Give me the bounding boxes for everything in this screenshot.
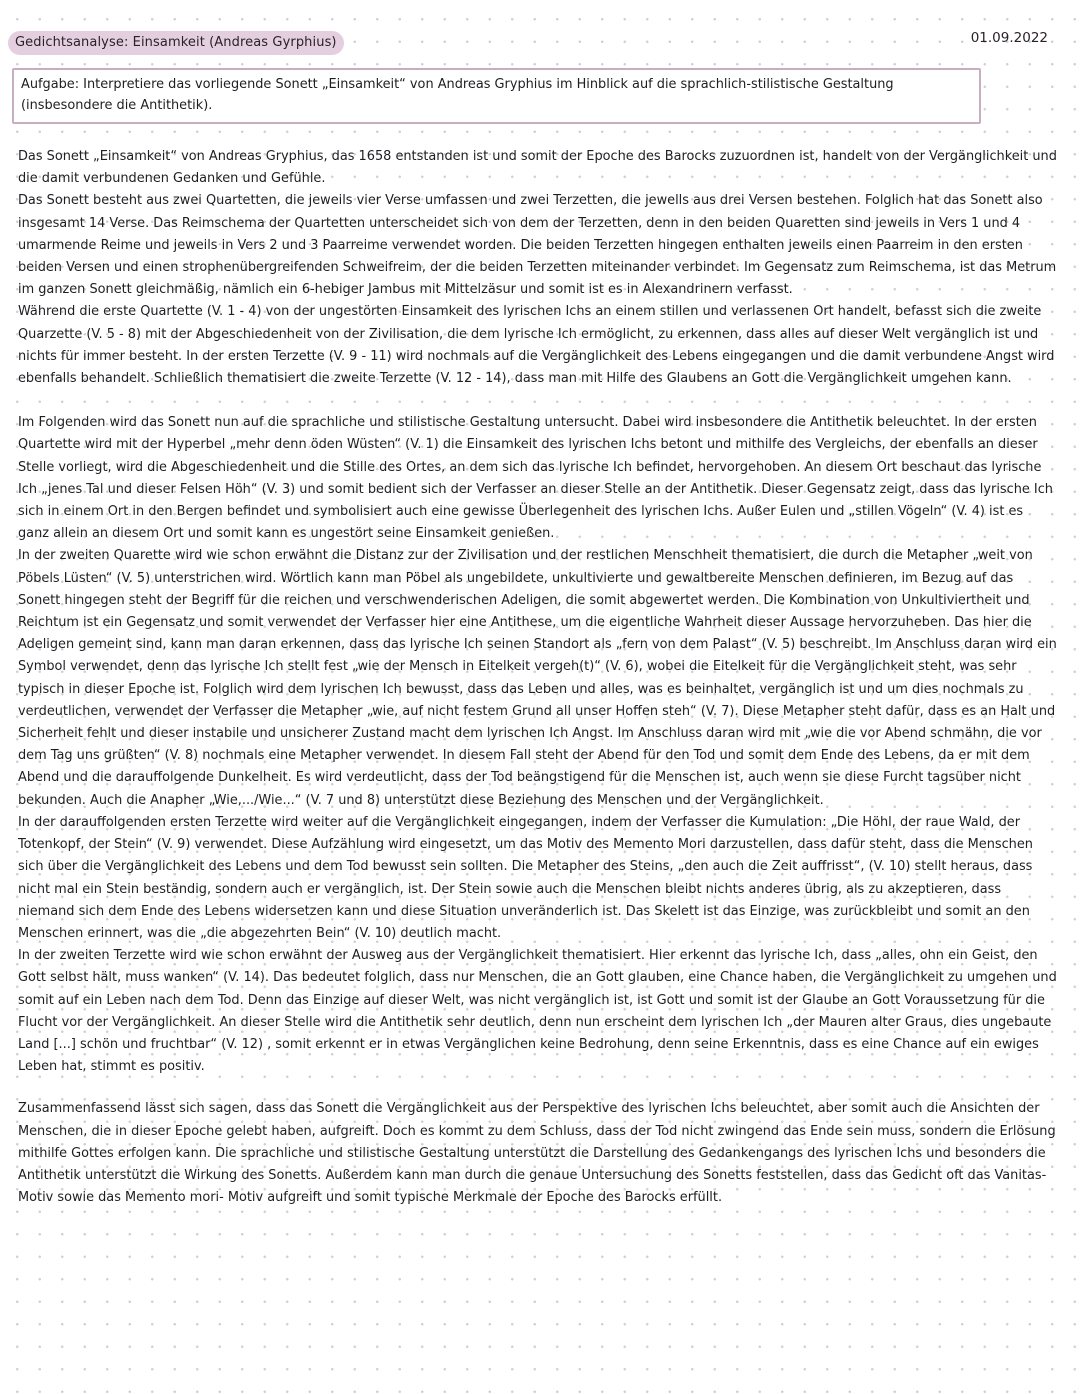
paragraph-second-tercet: In der zweiten Terzette wird wie schon erwähnt der Ausweg aus der Vergänglichkeit thematisiert. Hier erkennt das lyrische Ich, dass „alles, ohn ein Geist, den Gott selbst hält, muss wanken“ (V. 14). Das bedeutet folglich, dass nur Menschen, die an Gott glauben, eine Chance haben, die Vergänglichkeit zu umgehen und somit auf ein Leben nach dem Tod. Denn das Einzige auf dieser Welt, was nicht vergänglich ist, ist Gott und somit ist der Glaube an Gott Voraussetzung für die Flucht vor der Vergänglichkeit. An dieser Stelle wird die Antithetik sehr deutlich, denn nun erscheint dem lyrischen Ich „der Mauren alter Graus, dies ungebaute Land [...] schön und fruchtbar“ (V. 12) , somit erkennt er in etwas Vergänglichen keine Bedrohung, denn seine Erkenntnis, dass es eine Chance auf ein ewiges Leben hat, stimmt es positiv. <box>18 948 1057 1075</box>
paragraph-structure: Das Sonett besteht aus zwei Quartetten, die jeweils vier Verse umfassen und zwei Terzetten, die jewells aus drei Versen bestehen. Folglich hat das Sonett also insgesamt 14 Verse. Das Reimschema der Quartetten unterscheidet sich von dem der Terzetten, denn in den beiden Quaretten sind jeweils in Vers 1 und 4 umarmende Reime und jeweils in Vers 2 und 3 Paarreime verwendet worden. Die beiden Terzetten hingegen enthalten jeweils einen Paarreim in den ersten beiden Versen und einen strophenübergreifenden Schweifreim, der die beiden Terzetten miteinander verbindet. Im Gegensatz zum Reimschema, ist das Metrum im ganzen Sonett gleichmäßig, nämlich ein 6-hebiger Jambus mit Mittelzäsur und somit ist es in Alexandrinern verfasst. <box>18 193 1057 298</box>
paragraph-content-overview: Während die erste Quartette (V. 1 - 4) von der ungestörten Einsamkeit des lyrischen Ichs an einem stillen und verlassenen Ort handelt, befasst sich die zweite Quarzette (V. 5 - 8) mit der Abgeschiedenheit von der Zivilisation, die dem lyrische Ich ermöglicht, zu erkennen, dass alles auf dieser Welt vergänglich ist und nichts für immer besteht. In der ersten Terzette (V. 9 - 11) wird nochmals auf die Vergänglichkeit des Lebens eingegangen und die damit verbundene Angst wird ebenfalls behandelt. Schließlich thematisiert die zweite Terzette (V. 12 - 14), dass man mit Hilfe des Glaubens an Gott die Vergänglichkeit umgehen kann. <box>18 304 1055 387</box>
paragraph-first-quartet: Im Folgenden wird das Sonett nun auf die sprachliche und stilistische Gestaltung untersucht. Dabei wird insbesondere die Antithetik beleuchtet. In der ersten Quartette wird mit der Hyperbel „mehr denn öden Wüsten“ (V. 1) die Einsamkeit des lyrischen Ichs betont und mithilfe des Vergleichs, der ebenfalls an dieser Stelle vorliegt, wird die Abgeschiedenheit und die Stille des Ortes, an dem sich das lyrische Ich befindet, hervorgehoben. An diesem Ort beschaut das lyrische Ich „jenes Tal und dieser Felsen Höh“ (V. 3) und somit bedient sich der Verfasser an dieser Stelle an der Antithetik. Dieser Gegensatz zeigt, dass das lyrische Ich sich in einem Ort in den Bergen befindet und symbolisiert auch eine gewisse Überlegenheit des lyrischen Ichs. Außer Eulen und „stillen Vögeln“ (V. 4) ist es ganz allein an diesem Ort und somit kann es ungestört seine Einsamkeit genießen. <box>18 415 1053 542</box>
paragraph-conclusion: Zusammenfassend lässt sich sagen, dass das Sonett die Vergänglichkeit aus der Perspektive des lyrischen Ichs beleuchtet, aber somit auch die Ansichten der Menschen, die in dieser Epoche gelebt haben, aufgreift. Doch es kommt zu dem Schluss, dass der Tod nicht zwingend das Ende sein muss, sondern die Erlösung mithilfe Gottes erfolgen kann. Die sprachliche und stilistische Gestaltung unterstützt die Darstellung des Gedankengangs des lyrischen Ichs und besonders die Antithetik unterstützt die Wirkung des Sonetts. Außerdem kann man durch die genaue Untersuchung des Sonetts feststellen, dass das Gedicht oft das Vanitas-Motiv sowie das Memento mori- Motiv aufgreift und somit typische Merkmale der Epoche des Barocks erfüllt. <box>18 1101 1056 1206</box>
document-title: Gedichtsanalyse: Einsamkeit (Andreas Gyrphius) <box>8 31 344 55</box>
document-date: 01.09.2022 <box>970 30 1048 46</box>
essay-body <box>18 146 1058 1209</box>
paragraph-intro: Das Sonett „Einsamkeit“ von Andreas Gryphius, das 1658 entstanden ist und somit der Epoche des Barocks zuzuordnen ist, handelt von der Vergänglichkeit und die damit verbundenen Gedanken und Gefühle. <box>18 149 1057 187</box>
paragraph-first-tercet: In der darauffolgenden ersten Terzette wird weiter auf die Vergänglichkeit eingegangen, indem der Verfasser die Kumulation: „Die Höhl, der raue Wald, der Totenkopf, der Stein“ (V. 9) verwendet. Diese Aufzählung wird eingesetzt, um das Motiv des Memento Mori darzustellen, dass dafür steht, dass die Menschen sich über die Vergänglichkeit des Lebens und dem Tod bewusst sein sollten. Die Metapher des Steins, „den auch die Zeit auffrisst“, (V. 10) stellt heraus, dass nicht mal ein Stein beständig, sondern auch er vergänglich, ist. Der Stein sowie auch die Menschen bleibt nichts anderes übrig, als zu akzeptieren, dass niemand sich dem Ende des Lebens widersetzen kann und diese Situation unveränderlich ist. Das Skelett ist das Einzige, was zurückbleibt und somit an den Menschen erinnert, was die „die abgezehrten Bein“ (V. 10) deutlich macht. <box>18 814 1033 941</box>
task-box: Aufgabe: Interpretiere das vorliegende Sonett „Einsamkeit“ von Andreas Gryphius im Hinblick auf die sprachlich-stilistische Gestaltung (insbesondere die Antithetik). <box>12 68 981 124</box>
paragraph-second-quartet: In der zweiten Quarette wird wie schon erwähnt die Distanz zur der Zivilisation und der restlichen Menschheit thematisiert, die durch die Metapher „weit von Pöbels Lüsten“ (V. 5) unterstrichen wird. Wörtlich kann man Pöbel als ungebildete, unkultivierte und gewaltbereite Menschen definieren, im Bezug auf das Sonett hingegen steht der Begriff für die reichen und verschwenderischen Adeligen, die somit abgewertet werden. Die Kombination von Unkultiviertheit und Reichtum ist ein Gegensatz und somit verwendet der Verfasser hier eine Antithese, um die eigentliche Wahrheit dieser Aussage hervorzuheben. Das hier die Adeligen gemeint sind, kann man daran erkennen, dass das lyrische Ich seinen Standort als „fern von dem Palast“ (V. 5) beschreibt. Im Anschluss daran wird ein Symbol verwendet, denn das lyrische Ich stellt fest „wie der Mensch in Eitelkeit vergeh(t)“ (V. 6), wobei die Eitelkeit für die Vergänglichkeit steht, was sehr typisch in dieser Epoche ist. Folglich wird dem lyrischen Ich bewusst, dass das Leben und alles, was es beinhaltet, vergänglich ist und um dies nochmals zu verdeutlichen, verwendet der Verfasser die Metapher „wie, auf nicht festem Grund all unser Hoffen steh“ (V. 7). Diese Metapher steht dafür, dass es an Halt und Sicherheit fehlt und dieser instabile und unsicherer Zustand macht dem lyrischen Ich Angst. Im Anschluss daran wird mit „wie die vor Abend schmähn, die vor dem Tag uns grüßten“ (V. 8) nochmals eine Metapher verwendet. In diesem Fall steht der Abend für den Tod und somit dem Ende des Lebens, da er mit dem Abend und die darauffolgende Dunkelheit. Es wird verdeutlicht, dass der Tod beängstigend für die Menschen ist, auch wenn sie diese Furcht tagsüber nicht bekunden. Auch die Anapher „Wie,.../Wie...“ (V. 7 und 8) unterstützt diese Beziehung des Menschen und der Vergänglichkeit. <box>18 548 1057 808</box>
